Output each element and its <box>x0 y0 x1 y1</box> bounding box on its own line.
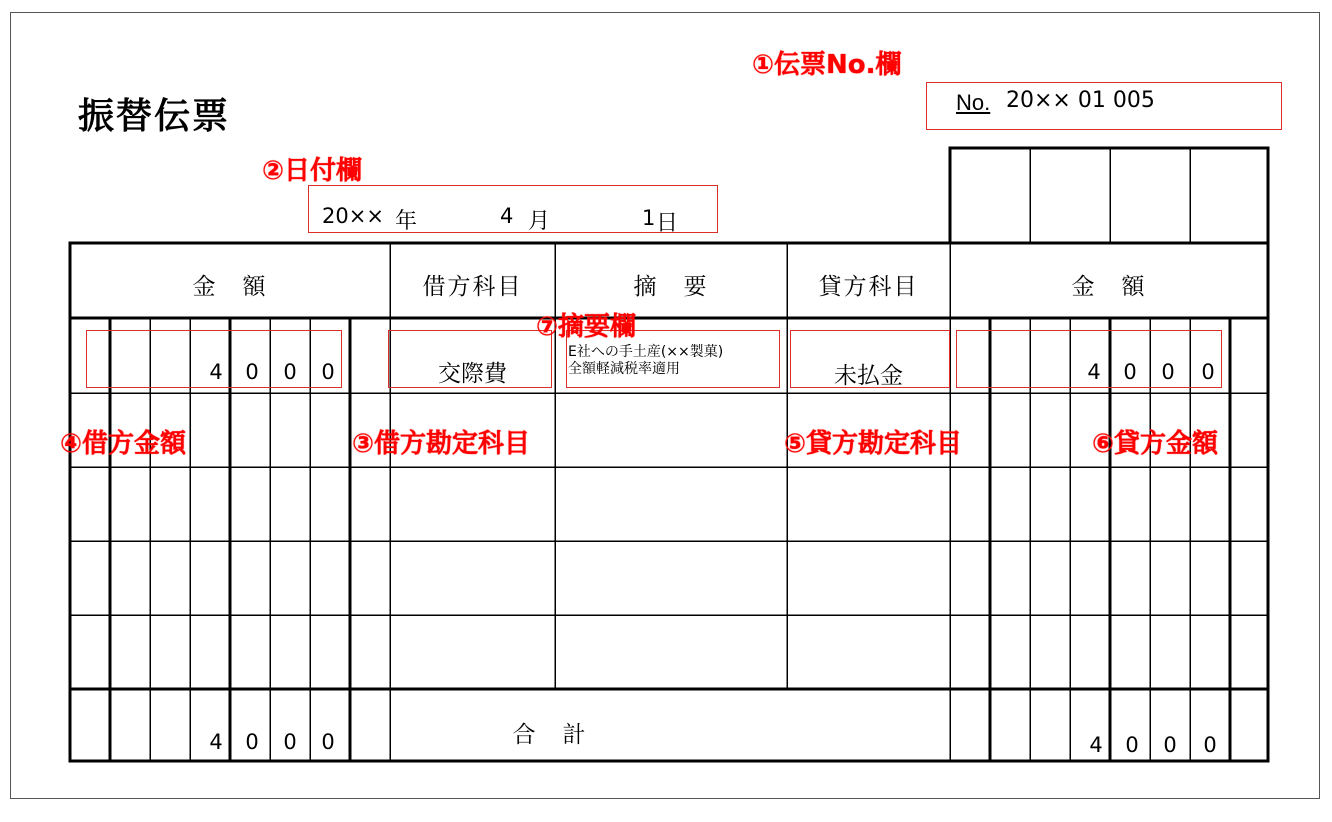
total-credit-digit-thousands: 4 <box>1089 733 1103 757</box>
header-credit-account: 貸方科目 <box>818 274 919 300</box>
total-credit-digit-hundreds: 0 <box>1125 733 1139 757</box>
credit-digit-ones: 0 <box>1201 360 1215 384</box>
total-debit-digit-ones: 0 <box>321 730 335 754</box>
debit-digit-tens: 0 <box>283 360 297 384</box>
debit-account-value: 交際費 <box>438 361 507 387</box>
header-debit-amount: 金 額 <box>192 274 268 300</box>
date-month: 4 <box>500 204 514 228</box>
header-description: 摘 要 <box>633 274 709 300</box>
header-credit-amount: 金 額 <box>1071 274 1147 300</box>
total-debit-digit-hundreds: 0 <box>245 730 259 754</box>
credit-digit-thousands: 4 <box>1087 360 1101 384</box>
date-year: 20×× <box>322 204 384 228</box>
debit-digit-ones: 0 <box>321 360 335 384</box>
description-line-2: 全額軽減税率適用 <box>568 361 680 377</box>
total-debit-digit-tens: 0 <box>283 730 297 754</box>
annotation-credit-amount: ⑥貸方金額 <box>1092 429 1219 459</box>
debit-digit-thousands: 4 <box>209 360 223 384</box>
header-debit-account: 借方科目 <box>422 274 523 300</box>
annotation-date: ②日付欄 <box>262 156 363 186</box>
description-line-1: E社への手土産(××製菓) <box>568 344 724 360</box>
date-day: 1 <box>642 206 656 230</box>
credit-digit-tens: 0 <box>1161 360 1175 384</box>
total-debit-digit-thousands: 4 <box>209 730 223 754</box>
date-month-unit: 月 <box>528 209 551 234</box>
voucher-number-value: 20×× 01 005 <box>1006 88 1155 113</box>
date-year-unit: 年 <box>395 209 418 234</box>
total-credit-digit-tens: 0 <box>1163 733 1177 757</box>
date-day-unit: 日 <box>656 211 679 236</box>
debit-digit-hundreds: 0 <box>245 360 259 384</box>
annotation-debit-amount: ④借方金額 <box>60 429 187 459</box>
credit-account-value: 未払金 <box>834 363 903 389</box>
annotation-credit-account: ⑤貸方勘定科目 <box>784 429 963 459</box>
total-label: 合 計 <box>512 722 588 748</box>
annotation-voucher-no: ①伝票No.欄 <box>752 50 902 80</box>
annotation-description: ⑦摘要欄 <box>536 312 637 342</box>
voucher-number-prefix: No. <box>956 90 991 115</box>
voucher-title: 振替伝票 <box>78 96 231 137</box>
credit-digit-hundreds: 0 <box>1123 360 1137 384</box>
annotation-debit-account: ③借方勘定科目 <box>352 429 531 459</box>
total-credit-digit-ones: 0 <box>1203 733 1217 757</box>
